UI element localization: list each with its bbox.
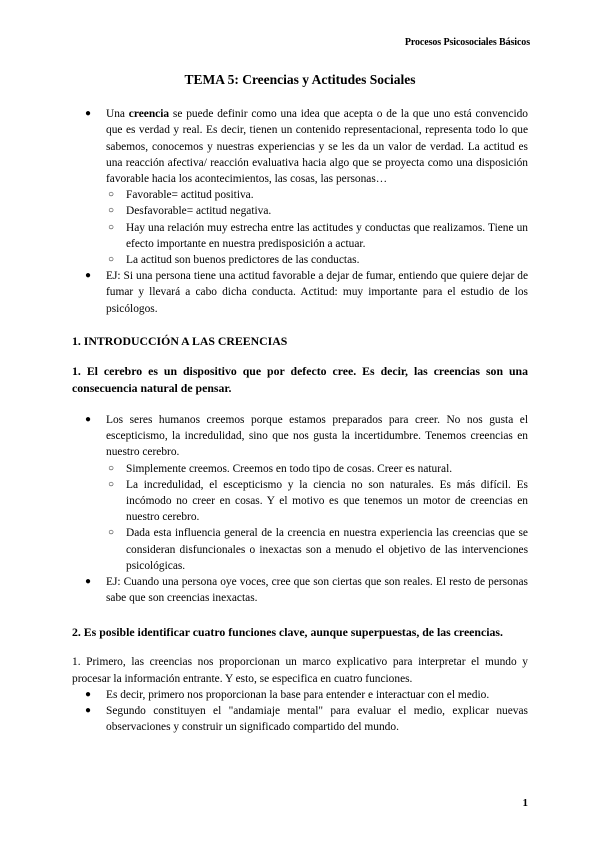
sub-bullet-text: Dada esta influencia general de la creencia en nuestra experiencia las creencias que se consideran disfuncionales o inexactas son a menudo el objetivo de las intervenciones psicológicas. [126, 527, 528, 572]
bullet-marker: ● [85, 270, 92, 282]
sub-list-item [108, 252, 528, 268]
list-item [72, 687, 528, 703]
sub-bullet-text: La actitud son buenos predictores de las conductas. [126, 254, 360, 267]
sub-bullet-text: Favorable= actitud positiva. [126, 189, 254, 202]
bullet-text: Los seres humanos creemos porque estamos preparados para creer. No nos gusta el escepticismo, la incredulidad, sino que nos gusta la incertidumbre. Tenemos creencias en nuestro cerebro. [106, 414, 528, 459]
list-item [72, 268, 528, 317]
sub-bullet-marker: ○ [108, 254, 115, 266]
sub-list-item [108, 187, 528, 203]
sub-list-item [108, 525, 528, 574]
page-number: 1 [522, 797, 528, 809]
sub-bullet-marker: ○ [108, 205, 115, 217]
sub-list-item [108, 461, 528, 477]
bullet-text: Es decir, primero nos proporcionan la base para entender e interactuar con el medio. [106, 688, 490, 701]
bullet-marker: ● [85, 108, 92, 120]
list-item [72, 703, 528, 735]
text-run: se puede definir como una idea que acepta o de la que uno está convencido que es verdad y real. Es decir, tienen un contenido representacional, representa todo lo que sabemos, conocemos y nuestras experiencias y se les da un valor de verdad. La actitud es una reacción afectiva/ reacción evaluativa hacia algo que se proyecta como una disposición favorable hacia los acontecimientos, las cosas, las personas… [106, 108, 528, 186]
sub-bullet-marker: ○ [108, 221, 115, 233]
section-heading: 1. INTRODUCCIÓN A LAS CREENCIAS [72, 333, 288, 348]
bullet-text: EJ: Si una persona tiene una actitud favorable a dejar de fumar, entiendo que quiere dejar de fumar y llevará a cabo dicha conducta. Actitud: muy importante para el estudio de los psicólogos. [106, 270, 528, 315]
sub-bullet-marker: ○ [108, 527, 115, 539]
sub-list-item [108, 477, 528, 526]
sub-bullet-text: Hay una relación muy estrecha entre las actitudes y conductas que realizamos. Tiene un efecto importante en nuestra predisposición a actuar. [126, 221, 528, 250]
sub-bullet-text: La incredulidad, el escepticismo y la ciencia no son naturales. Es más difícil. Es incómodo no creer en cosas. Y el motivo es que tenemos un motor de creencias en nuestro cerebro. [126, 478, 528, 524]
sub-heading: 1. El cerebro es un dispositivo que por defecto cree. Es decir, las creencias son una consecuencia natural de pensar. [72, 364, 528, 396]
sub-bullet-text: Simplemente creemos. Creemos en todo tipo de cosas. Creer es natural. [126, 462, 453, 475]
bullet-text: EJ: Cuando una persona oye voces, cree que son ciertas que son reales. El resto de personas sabe que son creencias inexactas. [106, 576, 528, 605]
list-item [72, 412, 528, 461]
sub-list-item [108, 220, 528, 252]
page-body [72, 72, 528, 736]
sub-bullet-marker: ○ [108, 478, 115, 490]
running-header: Procesos Psicosociales Básicos [404, 37, 530, 48]
text-run: Una [106, 108, 129, 121]
bullet-text: Segundo constituyen el "andamiaje mental" para evaluar el medio, explicar nuevas observaciones y construir un significado compartido del mundo. [106, 705, 528, 734]
sub-bullet-marker: ○ [108, 462, 115, 474]
list-item [72, 106, 528, 187]
sub-bullet-marker: ○ [108, 189, 115, 201]
bullet-marker: ● [85, 414, 92, 426]
sub-bullet-text: Desfavorable= actitud negativa. [126, 205, 272, 218]
bold-term: creencia [128, 108, 170, 121]
section-heading: 2. Es posible identificar cuatro funciones clave, aunque superpuestas, de las creencias. [72, 625, 503, 640]
paragraph: 1. Primero, las creencias nos proporcionan un marco explicativo para interpretar el mundo y procesar la información entrante. Y esto, se especifica en cuatro funciones. [72, 656, 528, 685]
sub-list-item [108, 203, 528, 219]
bullet-marker: ● [85, 705, 92, 717]
bullet-marker: ● [85, 688, 92, 700]
page-title: TEMA 5: Creencias y Actitudes Sociales [184, 72, 416, 87]
list-item [72, 574, 528, 606]
bullet-marker: ● [85, 576, 92, 588]
bullet-text [106, 106, 528, 187]
